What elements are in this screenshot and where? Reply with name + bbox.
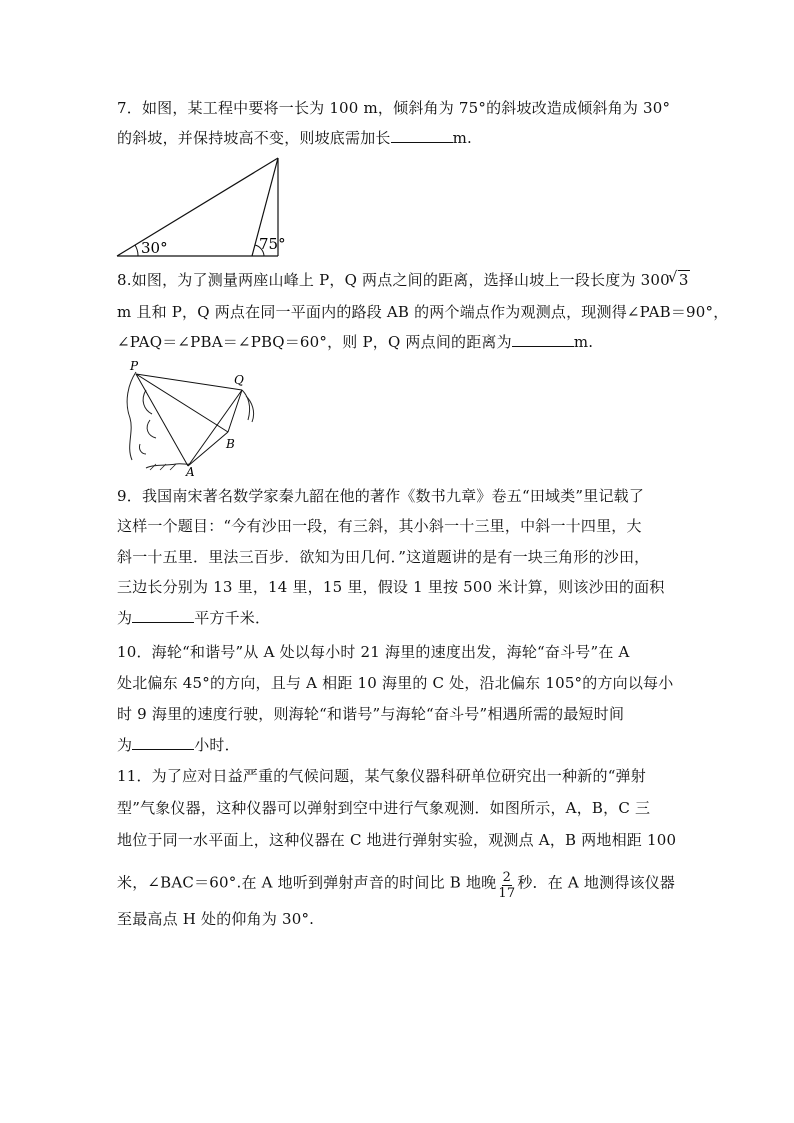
fraction-denominator: 17 — [498, 886, 516, 901]
p8-label-A: A — [186, 465, 195, 479]
p8-unit: m. — [573, 333, 594, 351]
p9-line3: 斜一十五里．里法三百步．欲知为田几何．”这道题讲的是有一块三角形的沙田， — [117, 548, 650, 566]
p11-line4-text-end: 秒．在 A 地测得该仪器 — [517, 873, 676, 892]
p7-arc-30 — [135, 245, 138, 256]
p8-right-hill-contour — [242, 390, 250, 420]
p8-line3-text: ∠PAQ＝∠PBA＝∠PBQ＝60°，则 P，Q 两点间的距离为 — [117, 333, 512, 351]
p8-left-hill-contour — [127, 372, 136, 460]
p8-answer-blank — [512, 332, 574, 347]
p8-line3 — [117, 332, 593, 352]
p11-line2: 型”气象仪器，这种仪器可以弹射到空中进行气象观测．如图所示，A，B，C 三 — [117, 799, 651, 817]
fraction — [498, 870, 515, 901]
p11-line1: 11．为了应对日益严重的气候问题，某气象仪器科研单位研究出一种新的“弹射 — [117, 767, 646, 785]
p8-line-PB — [136, 374, 228, 432]
p9-line4: 三边长分别为 13 里，14 里，15 里，假设 1 里按 500 米计算，则该沙田的面积 — [117, 578, 665, 596]
p9-line5-text: 为 — [117, 609, 133, 627]
sqrt-argument: 3 — [678, 271, 689, 289]
sqrt-expression: √ 3 — [667, 268, 689, 289]
p10-unit: 小时． — [194, 736, 240, 754]
p7-unit: m. — [452, 129, 473, 147]
p8-left-hill-shade-2 — [147, 420, 156, 438]
p9-line5 — [117, 608, 270, 628]
p8-label-B: B — [226, 437, 235, 451]
p8-label-Q: Q — [234, 373, 244, 387]
p9-line1: 9．我国南宋著名数学家秦九韶在他的著作《数书九章》卷五“田域类”里记载了 — [117, 487, 645, 505]
fraction-numerator: 2 — [502, 870, 512, 885]
p11-line4 — [117, 868, 675, 899]
p7-slope-figure — [112, 152, 292, 260]
p10-line2: 处北偏东 45°的方向，且与 A 相距 10 海里的 C 处，沿北偏东 105°的方向以每小 — [117, 674, 674, 692]
p8-left-hill-shade-3 — [139, 444, 146, 454]
p7-answer-blank — [391, 128, 453, 143]
p8-line1 — [117, 270, 690, 290]
p7-line2-text: 的斜坡，并保持坡高不变，则坡底需加长 — [117, 129, 391, 147]
p9-answer-blank — [132, 608, 194, 623]
p7-angle-30-label: 30° — [141, 239, 168, 257]
p9-unit: 平方千米． — [194, 609, 271, 627]
p8-mountain-figure — [116, 359, 266, 479]
p7-line1: 7．如图，某工程中要将一长为 100 m，倾斜角为 75°的斜坡改造成倾斜角为 30° — [117, 99, 671, 117]
p10-line4 — [117, 735, 240, 755]
p8-line-BQ — [228, 390, 242, 432]
p10-line4-text: 为 — [117, 736, 133, 754]
p8-line-PA — [136, 374, 188, 466]
p9-line2: 这样一个题目：“今有沙田一段，有三斜，其小斜一十三里，中斜一十四里，大 — [117, 517, 642, 535]
p11-line3: 地位于同一水平面上，这种仪器在 C 地进行弹射实验，观测点 A，B 两地相距 100 — [117, 831, 677, 849]
p11-line5: 至最高点 H 处的仰角为 30°. — [117, 910, 315, 928]
p7-line2 — [117, 128, 472, 148]
p8-line-AQ — [188, 390, 242, 466]
p10-line1: 10．海轮“和谐号”从 A 处以每小时 21 海里的速度出发，海轮“奋斗号”在 A — [117, 643, 630, 661]
p8-line1-text: 8.如图，为了测量两座山峰上 P，Q 两点之间的距离，选择山坡上一段长度为 300 — [117, 271, 670, 289]
p10-answer-blank — [132, 735, 194, 750]
p11-line4-text: 米，∠BAC＝60°.在 A 地听到弹射声音的时间比 B 地晚 — [117, 873, 497, 892]
p8-line2: m 且和 P，Q 两点在同一平面内的路段 AB 的两个端点作为观测点，现测得∠PAB＝90°， — [117, 303, 729, 321]
p10-line3: 时 9 海里的速度行驶，则海轮“和谐号”与海轮“奋斗号”相遇所需的最短时间 — [117, 705, 625, 723]
p8-line-PQ — [136, 374, 242, 390]
p7-angle-75-label: 75° — [259, 235, 286, 253]
p8-label-P: P — [130, 359, 139, 373]
